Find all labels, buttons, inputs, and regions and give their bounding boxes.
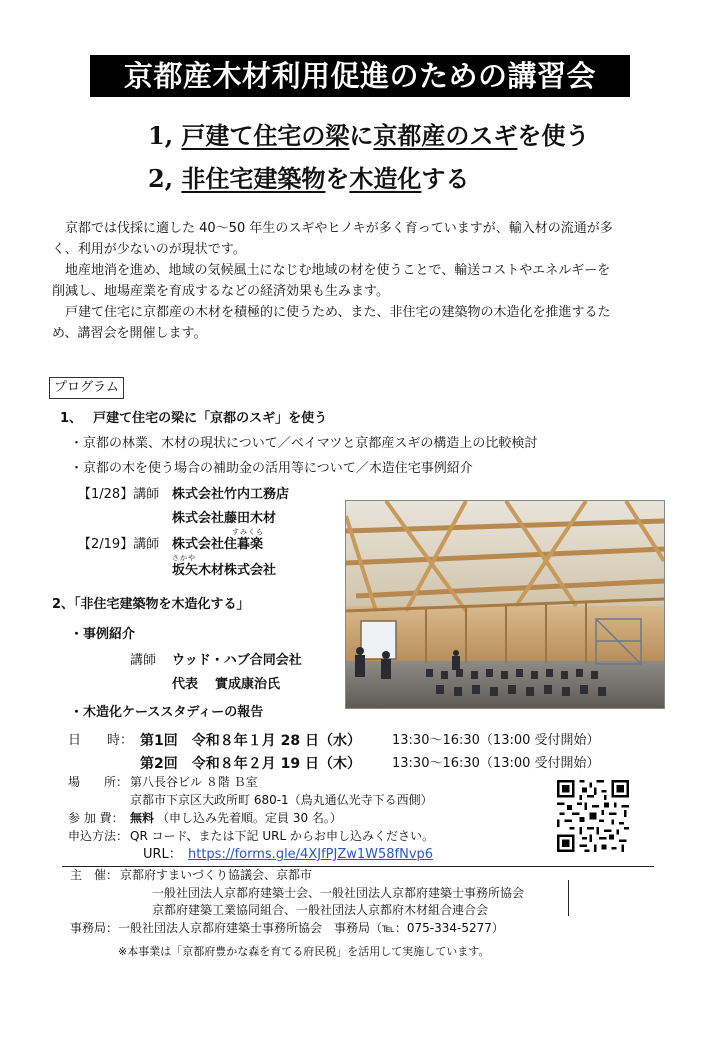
program-2-item: ・木造化ケーススタディーの報告 [70, 705, 264, 720]
program-1-heading: 1、 戸建て住宅の梁に「京都のスギ」を使う [60, 411, 328, 426]
subtitle-1-part-b: に [349, 121, 374, 150]
subtitle-1-part-a: 戸建て住宅の梁 [181, 121, 350, 150]
schedule-label: 日 時： [68, 733, 134, 748]
subtitle-1-number: 1, [148, 121, 174, 150]
program-2-rep-label: 代表 [172, 677, 199, 692]
schedule-session-2: 第2回 令和８年２月 19 日（木） [140, 756, 361, 772]
office-info: 事務局：一般社団法人京都府建築士事務所協会 事務局（℡：075-334-5277） [70, 921, 504, 935]
ruby-sakaya: さかや [172, 554, 196, 562]
intro-line: 戸建て住宅に京都産の木材を積極的に使うため、また、非住宅の建築物の木造化を推進するた [52, 305, 611, 320]
organizers-line: 一般社団法人京都府建築士会、一般社団法人京都府建築士事務所協会 [152, 886, 525, 900]
apply-text: QR コード、または下記 URL からお申し込みください。 [130, 829, 434, 843]
subtitle-1-part-c: 京都産のスギ [373, 121, 518, 150]
lecturer-1-name: 株式会社竹内工務店 [172, 487, 290, 502]
schedule-session-1-time: 13:30～16:30（13:00 受付開始） [392, 733, 600, 748]
footnote: ※本事業は「京都府豊かな森を育てる府民税」を活用して実施しています。 [118, 945, 490, 958]
program-label: プログラム [49, 377, 124, 399]
program-2-rep: 實成康治氏 [215, 677, 281, 692]
timber-building-illustration [346, 501, 664, 708]
subtitle-2 [148, 159, 469, 194]
subtitle-2-part-c: 木造化 [349, 164, 422, 193]
intro-line: く、利用が少ないのが現状です。 [52, 242, 246, 257]
schedule-session-1: 第1回 令和８年１月 28 日（水） [140, 733, 361, 749]
lecturer-1-name: 株式会社藤田木材 [172, 511, 277, 526]
fee-label: 参 加 費： [68, 811, 124, 825]
divider-vertical [568, 880, 569, 916]
url-label: URL： [143, 847, 182, 862]
organizers-line: 京都府建築工業協同組合、一般社団法人京都府木材組合連合会 [152, 903, 489, 917]
intro-line: 削減し、地場産業を育成するなどの経済効果も生みます。 [52, 284, 389, 299]
venue-name: 第八長谷ビル ８階 Ｂ室 [130, 775, 258, 789]
subtitle-1-part-d: を使う [517, 121, 590, 150]
fee-note: （申し込み先着順。定員 30 名。） [157, 811, 342, 825]
ruby-sumikura: すみくら [232, 528, 264, 536]
lecturer-1-date: 【1/28】講師 [78, 487, 160, 502]
registration-url-link[interactable]: https://forms.gle/4XJfPJZw1W58fNvp6 [188, 847, 434, 862]
apply-label: 申込方法： [68, 829, 129, 843]
schedule-session-2-time: 13:30～16:30（13:00 受付開始） [392, 756, 600, 771]
venue-address: 京都市下京区大政所町 680-1（鳥丸通仏光寺下る西側） [130, 793, 433, 807]
program-1-item: ・京都の木を使う場合の補助金の活用等について／木造住宅事例紹介 [70, 461, 473, 476]
program-1-item: ・京都の林業、木材の現状について／ベイマツと京都産スギの構造上の比較検討 [70, 436, 538, 451]
lecturer-2-date: 【2/19】講師 [78, 537, 160, 552]
fee-value: 無料 [130, 811, 155, 825]
venue-label: 場 所： [68, 775, 129, 789]
organizers-line: 京都府すまいづくり協議会、京都市 [120, 868, 313, 882]
intro-line: 京都では伐採に適した 40～50 年生のスギやヒノキが多く育っていますが、輸入材の流通が多 [52, 221, 613, 236]
subtitle-2-number: 2, [148, 164, 174, 193]
qr-code-icon [557, 780, 629, 852]
program-2-lecturer: ウッド・ハブ合同会社 [172, 653, 302, 668]
intro-line: め、講習会を開催します。 [52, 326, 207, 341]
qr-code[interactable] [557, 780, 629, 852]
subtitle-2-part-a: 非住宅建築物 [181, 164, 326, 193]
lecturer-2-name: 株式会社住暮楽 [172, 537, 264, 552]
organizers-label: 主 催： [70, 868, 119, 882]
subtitle-2-part-d: する [421, 164, 470, 193]
subtitle-2-part-b: を [325, 164, 350, 193]
intro-text [52, 218, 613, 344]
page-title: 京都産木材利用促進のための講習会 [90, 55, 630, 97]
program-2-heading: 2、「非住宅建築物を木造化する」 [52, 597, 250, 612]
intro-line: 地産地消を進め、地域の気候風土になじむ地域の材を使うことで、輸送コストやエネルギーを [52, 263, 611, 278]
lecturer-2-name: 坂矢木材株式会社 [172, 563, 277, 578]
subtitle-1 [148, 116, 589, 151]
timber-building-photo [345, 500, 665, 709]
program-2-item: ・事例紹介 [70, 627, 136, 642]
program-2-lecturer-label: 講師 [130, 653, 157, 668]
